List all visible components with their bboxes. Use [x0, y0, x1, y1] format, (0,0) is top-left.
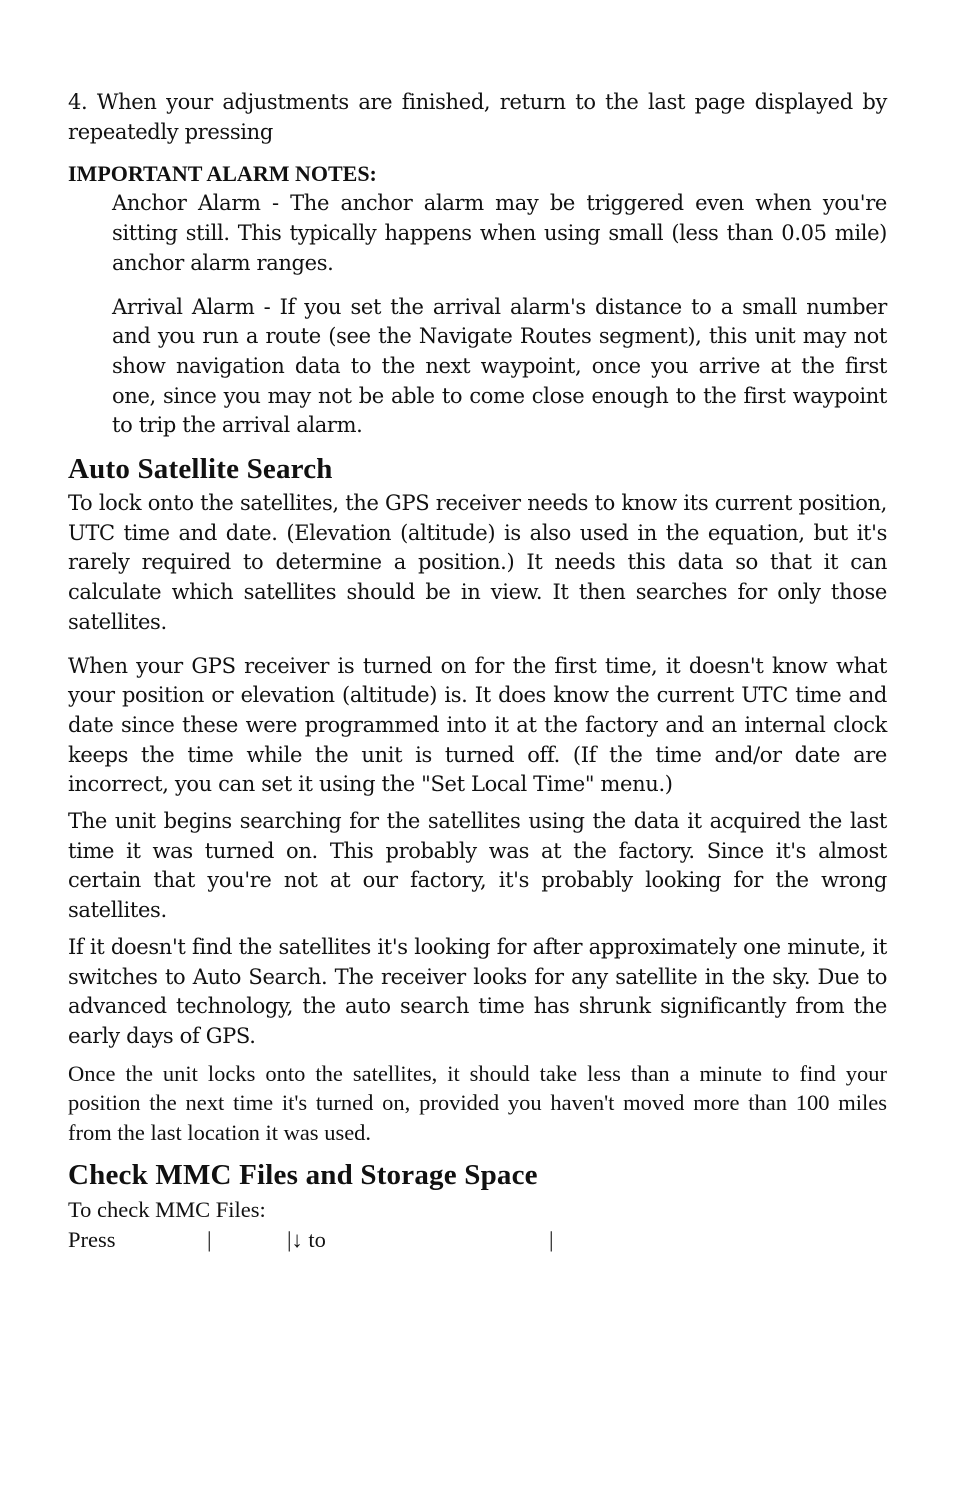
auto-satellite-paragraph: To lock onto the satellites, the GPS receiver needs to know its current position, UTC time and date. (Elevation (altitude) is also used in the equation, but it's rarely required to determine a position.) It needs this data so that it can calculate which satellites should be in view. It then searches for only those satellites. [68, 491, 887, 634]
down-arrow-instruction: |↓ to [287, 1226, 326, 1252]
alarm-notes-heading: IMPORTANT ALARM NOTES: [68, 161, 377, 187]
auto-satellite-section [68, 449, 887, 1148]
auto-satellite-paragraph: Once the unit locks onto the satellites, it should take less than a minute to find your position the next time it's turned on, provided you haven't moved more than 100 miles from the last location it was used. [68, 1060, 887, 1146]
alarm-notes-section [68, 159, 887, 441]
anchor-alarm-note: Anchor Alarm - The anchor alarm may be triggered even when you're sitting still. This typically happens when using small (less than 0.05 mile) anchor alarm ranges. [112, 191, 887, 275]
mmc-section [68, 1155, 887, 1255]
separator: | [549, 1226, 554, 1252]
auto-satellite-heading: Auto Satellite Search [68, 453, 333, 486]
auto-satellite-paragraph: The unit begins searching for the satellites using the data it acquired the last time it was turned on. This probably was at the factory. Since it's almost certain that you're not at our factory, it's probably looking for the wrong satellites. [68, 809, 887, 923]
manual-page [68, 88, 887, 1255]
auto-satellite-paragraph: When your GPS receiver is turned on for the first time, it doesn't know what your position or elevation (altitude) is. It does know the current UTC time and date since these were programmed into it at the factory and an internal clock keeps the time while the unit is turned off. (If the time and/or date are incorrect, you can set it using the "Set Local Time" menu.) [68, 653, 887, 797]
mmc-intro: To check MMC Files: [68, 1196, 266, 1222]
mmc-press-instruction [68, 1225, 887, 1255]
auto-satellite-paragraph: If it doesn't find the satellites it's looking for after approximately one minute, it switches to Auto Search. The receiver looks for any satellite in the sky. Due to advanced technology, the auto search time has shrunk significantly from the early days of GPS. [68, 934, 887, 1048]
arrival-alarm-note: Arrival Alarm - If you set the arrival alarm's distance to a small number and you run a route (see the Navigate Routes segment), this unit may not show navigation data to the next waypoint, once you arrive at the first one, since you may not be able to come close enough to the first waypoint to trip the arrival alarm. [112, 294, 887, 438]
mmc-heading: Check MMC Files and Storage Space [68, 1158, 538, 1191]
step-4-text: 4. When your adjustments are finished, return to the last page displayed by repeatedly pressing [68, 90, 887, 144]
separator: | [207, 1226, 212, 1252]
press-label: Press [68, 1226, 116, 1252]
